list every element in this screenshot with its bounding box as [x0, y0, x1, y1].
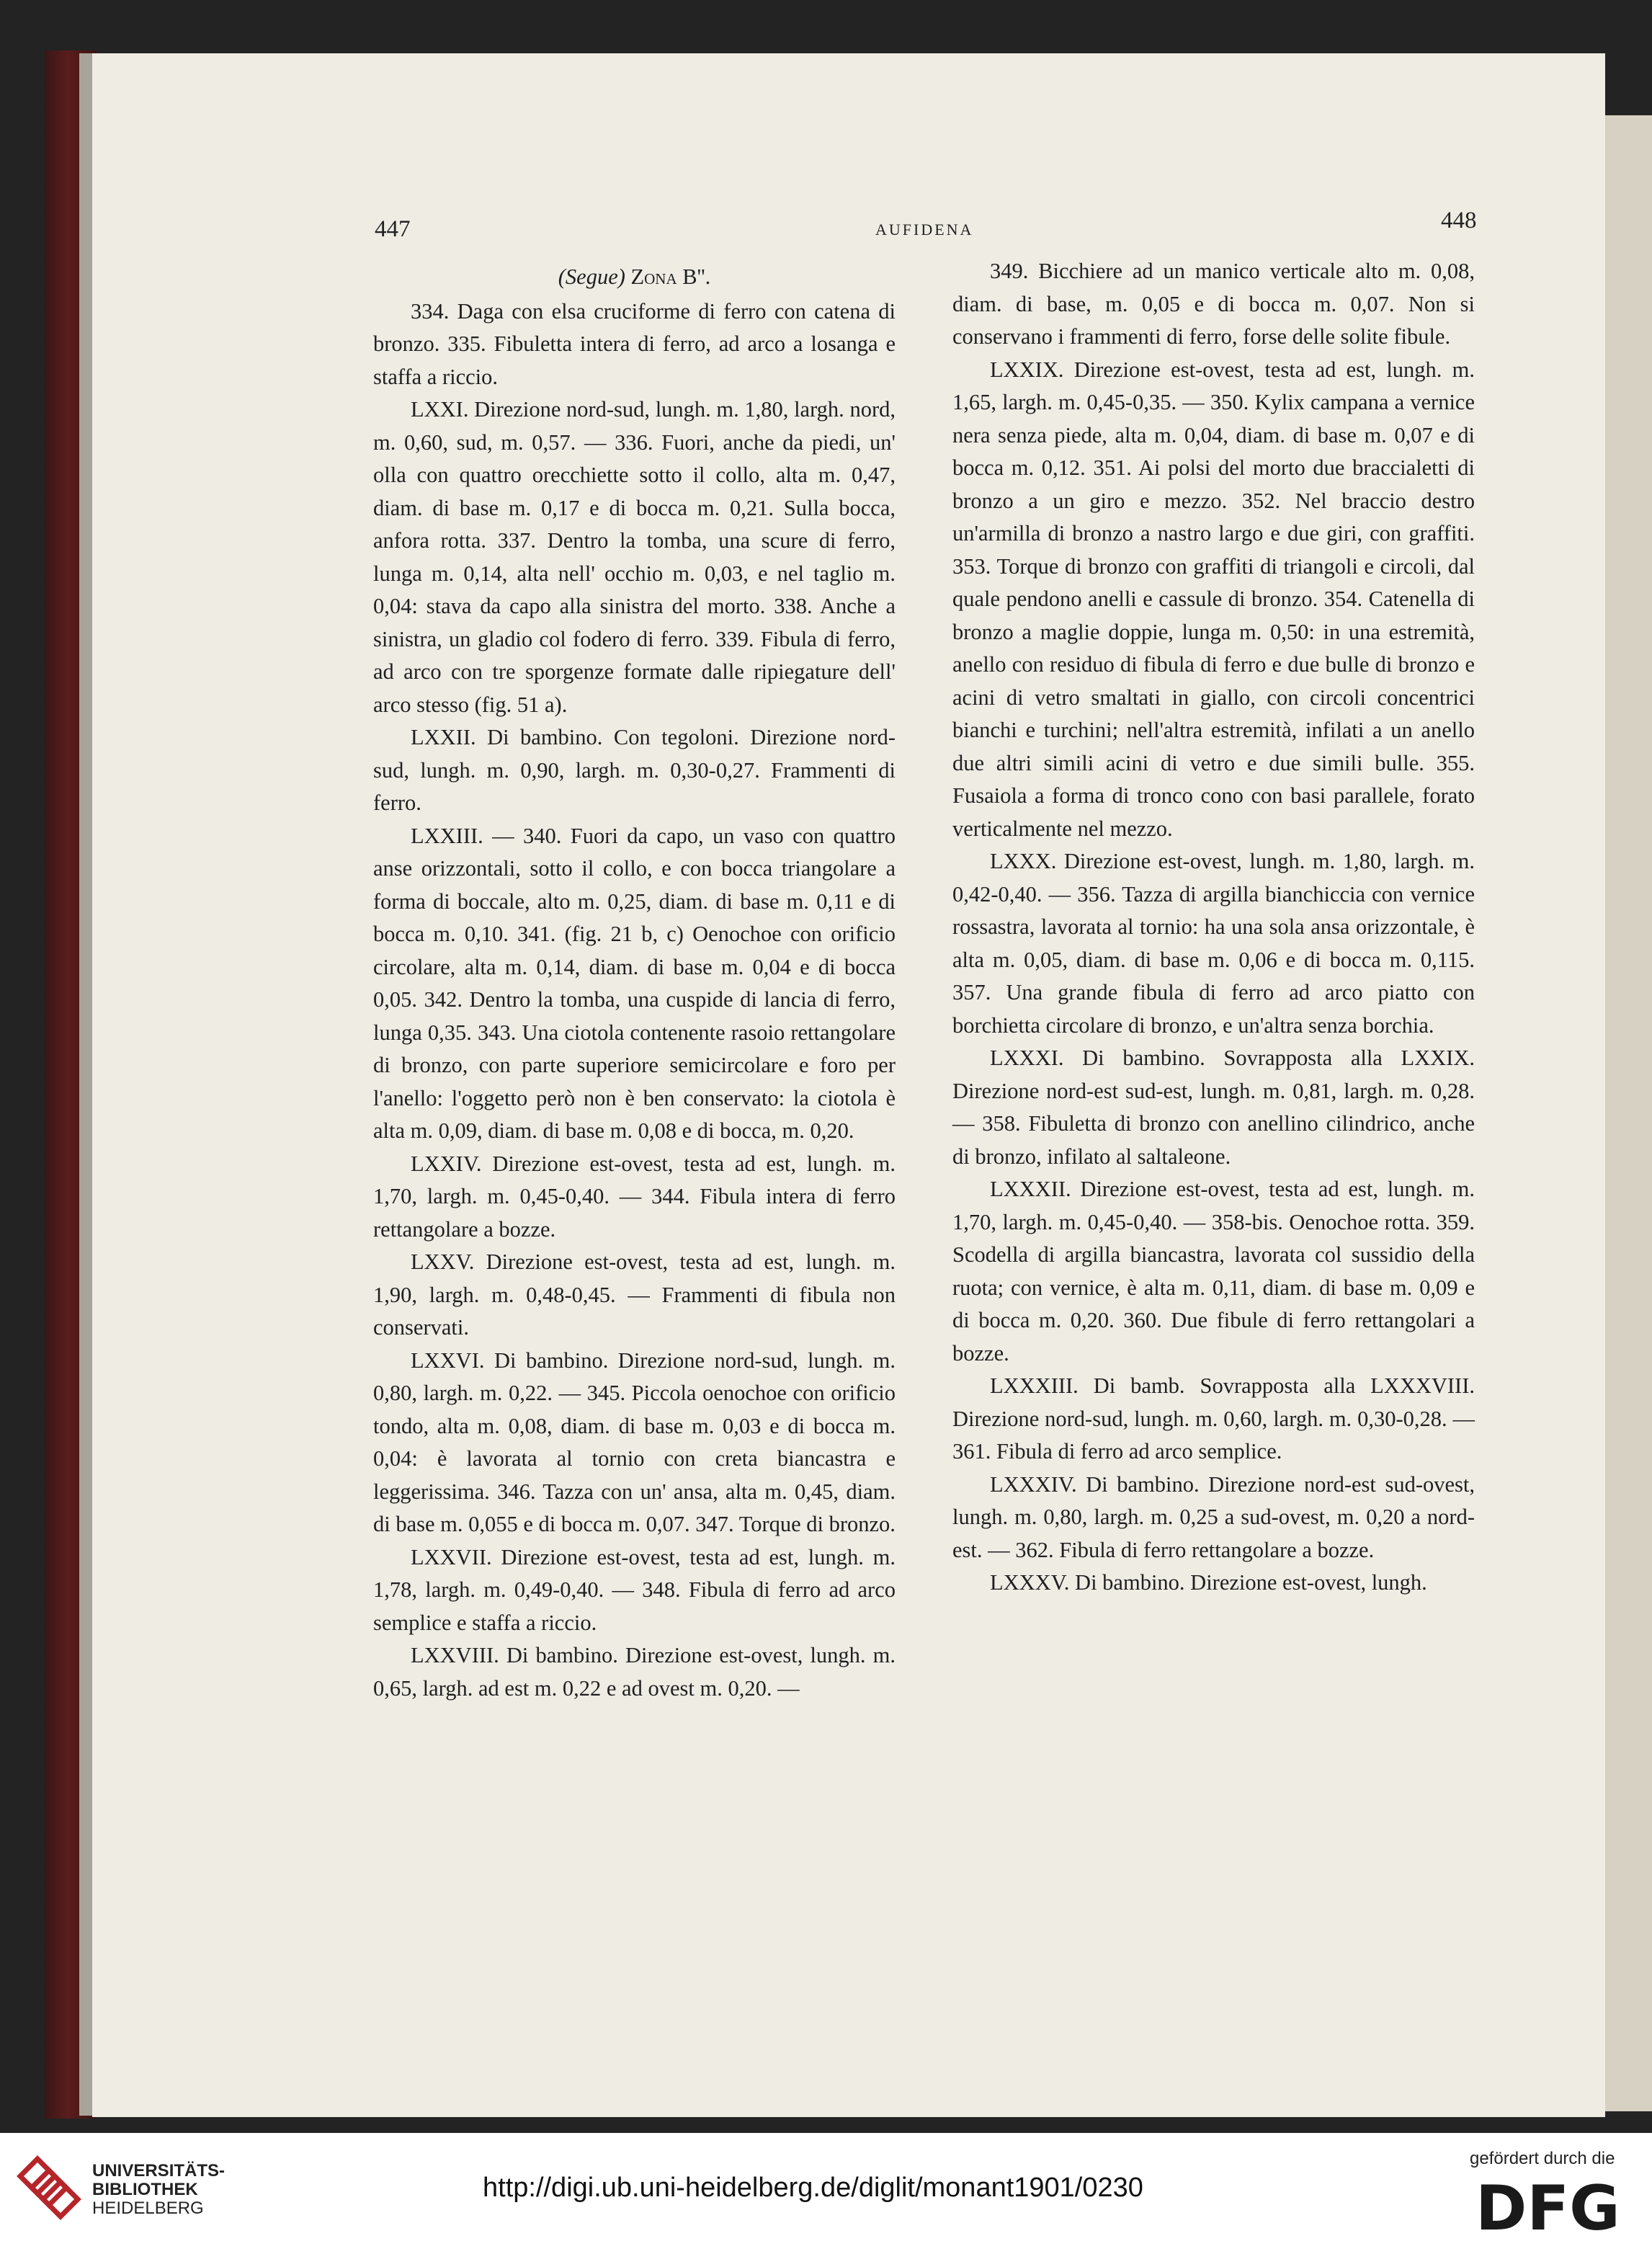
paragraph: LXXVII. Direzione est-ovest, testa ad est, lungh. m. 1,78, largh. m. 0,49-0,40. — 348. Fibula di ferro ad arco semplice e staffa a riccio.	[373, 1544, 896, 1635]
page-number-left: 447	[375, 216, 411, 242]
paragraph: LXXXIV. Di bambino. Direzione nord-est sud-ovest, lungh. m. 0,80, largh. m. 0,25 a sud-ovest, m. 0,20 a nord-est. — 362. Fibula di ferro rettangolare a bozze.	[952, 1471, 1475, 1562]
paragraph: LXXV. Direzione est-ovest, testa ad est, lungh. m. 1,90, largh. m. 0,48-0,45. — Frammenti di fibula non conservati.	[373, 1250, 896, 1340]
library-name-line: HEIDELBERG	[92, 2199, 204, 2218]
library-name[interactable]	[92, 2162, 225, 2218]
paragraph: LXXXV. Di bambino. Direzione est-ovest, lungh.	[990, 1570, 1427, 1595]
paragraph: LXXIX. Direzione est-ovest, testa ad est, lungh. m. 1,65, largh. m. 0,45-0,35. — 350. Kylix campana a vernice nera senza piede, alta m. 0,04, diam. di base m. 0,07 e di bocca m. 0,12. 351. Ai polsi del morto due braccialetti di bronzo a un giro e mezzo. 352. Nel braccio destro un'armilla di bronzo a nastro largo e due giri, con graffiti. 353. Torque di bronzo con graffiti di triangoli e circoli, dal quale pendono anelli e cassule di bronzo. 354. Catenella di bronzo a maglie doppie, lunga m. 0,50: in una estremità, anello con residuo di fibula di ferro e due bulle di bronzo e acini di vetro smaltati in giallo, con circoli concentrici bianchi e turchini; nell'altra estremità, infilati a un anello due altri simili acini di vetro e due simili bulle. 355. Fusaiola a forma di tronco cono con basi parallele, forato verticalmente nel mezzo.	[952, 357, 1475, 841]
left-column	[373, 261, 896, 1705]
paragraph: 349. Bicchiere ad un manico verticale alto m. 0,08, diam. di base, m. 0,05 e di bocca m. 0,07. Non si conservano i frammenti di ferro, forse delle solite fibule.	[952, 259, 1475, 349]
paragraph: LXXX. Direzione est-ovest, lungh. m. 1,80, largh. m. 0,42-0,40. — 356. Tazza di argilla bianchiccia con vernice rossastra, lavorata al tornio: ha una sola ansa orizzontale, è alta m. 0,05, diam. di base m. 0,06 e di bocca m. 0,115. 357. Una grande fibula di ferro ad arco piatto con borchietta circolare di bronzo, e un'altra senza borchia.	[952, 849, 1475, 1038]
section-heading-label: Zona B''.	[630, 264, 711, 289]
next-page-sliver	[1605, 115, 1652, 2111]
paragraph: LXXI. Direzione nord-sud, lungh. m. 1,80, largh. nord, m. 0,60, sud, m. 0,57. — 336. Fuori, anche da piedi, un' olla con quattro orecchiette sotto il collo, alta m. 0,47, diam. di base m. 0,17 e di bocca m. 0,21. Sulla bocca, anfora rotta. 337. Dentro la tomba, una scure di ferro, lunga m. 0,14, alta nell' occhio m. 0,03, e nel taglio m. 0,04: stava da capo alla sinistra del morto. 338. Anche a sinistra, un gladio col fodero di ferro. 339. Fibula di ferro, ad arco con tre sporgenze formate dalle ripiegature dell' arco stesso (fig. 51 a).	[373, 397, 896, 717]
library-name-line: BIBLIOTHEK	[92, 2180, 198, 2199]
sponsor-caption: gefördert durch die	[1470, 2149, 1615, 2168]
running-title: AUFIDENA	[875, 220, 974, 239]
paragraph: LXXIV. Direzione est-ovest, testa ad est, lungh. m. 1,70, largh. m. 0,45-0,40. — 344. Fibula intera di ferro rettangolare a bozze.	[373, 1151, 896, 1242]
section-heading-prefix: (Segue)	[558, 264, 625, 289]
right-column	[952, 255, 1475, 1600]
section-heading	[373, 261, 896, 294]
paragraph: LXXII. Di bambino. Con tegoloni. Direzione nord-sud, lungh. m. 0,90, largh. m. 0,30-0,27. Frammenti di ferro.	[373, 725, 896, 815]
paragraph: LXXVI. Di bambino. Direzione nord-sud, lungh. m. 0,80, largh. m. 0,22. — 345. Piccola oenochoe con orificio tondo, alta m. 0,08, diam. di base m. 0,03 e di bocca m. 0,04: è lavorata al tornio con creta biancastra e leggerissima. 346. Tazza con un' ansa, alta m. 0,45, diam. di base m. 0,055 e di bocca m. 0,07. 347. Torque di bronzo.	[373, 1348, 896, 1536]
paragraph: LXXXII. Direzione est-ovest, testa ad est, lungh. m. 1,70, largh. m. 0,45-0,40. — 358-bis. Oenochoe rotta. 359. Scodella di argilla biancastra, lavorata col sussidio della ruota; con vernice, è alta m. 0,11, diam. di base m. 0,09 e di bocca m. 0,20. 360. Due fibule di ferro rettangolari a bozze.	[952, 1177, 1475, 1366]
library-name-line: UNIVERSITÄTS-	[92, 2161, 226, 2180]
page-number-right: 448	[1441, 208, 1477, 233]
paragraph: LXXIII. — 340. Fuori da capo, un vaso con quattro anse orizzontali, sotto il collo, e con bocca triangolare a forma di boccale, alto m. 0,25, diam. di base m. 0,11 e di bocca m. 0,10. 341. (fig. 21 b, c) Oenochoe con orificio circolare, alta m. 0,14, diam. di base m. 0,04 e di bocca 0,05. 342. Dentro la tomba, una cuspide di lancia di ferro, lunga 0,35. 343. Una ciotola contenente rasoio rettangolare di bronzo, con parte superiore semicircolare e foro per l'anello: l'oggetto però non è ben conservato: la ciotola è alta m. 0,09, diam. di base m. 0,08 e di bocca, m. 0,20.	[373, 823, 896, 1143]
paragraph: LXXXIII. Di bamb. Sovrapposta alla LXXXVIII. Direzione nord-sud, lungh. m. 0,60, largh. m. 0,30-0,28. — 361. Fibula di ferro ad arco semplice.	[952, 1373, 1475, 1464]
paragraph: 334. Daga con elsa cruciforme di ferro con catena di bronzo. 335. Fibuletta intera di ferro, ad arco a losanga e staffa a riccio.	[373, 298, 896, 389]
paragraph: LXXVIII. Di bambino. Direzione est-ovest, lungh. m. 0,65, largh. ad est m. 0,22 e ad ovest m. 0,20. —	[373, 1643, 896, 1701]
viewer-footer	[0, 2133, 1652, 2254]
dfg-logo-icon[interactable]	[1474, 2178, 1631, 2235]
paragraph: LXXXI. Di bambino. Sovrapposta alla LXXIX. Direzione nord-est sud-est, lungh. m. 0,81, largh. m. 0,28. — 358. Fibuletta di bronzo con anellino cilindrico, anche di bronzo, infilato al saltaleone.	[952, 1046, 1475, 1169]
running-head	[0, 208, 1652, 251]
dfg-logo-text: DFG	[1475, 2178, 1620, 2235]
university-library-logo-icon[interactable]	[16, 2155, 82, 2221]
page-stack-edge	[79, 53, 94, 2116]
permalink-url[interactable]: http://digi.ub.uni-heidelberg.de/diglit/monant1901/0230	[483, 2173, 1143, 2203]
